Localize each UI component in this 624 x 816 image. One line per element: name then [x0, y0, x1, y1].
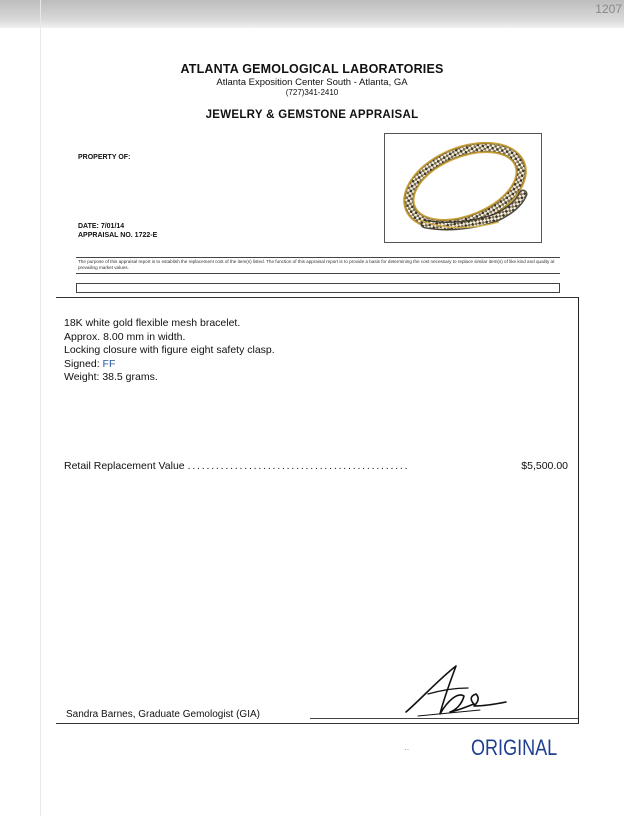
band-left-edge — [76, 283, 77, 293]
valuation-label: Retail Replacement Value — [64, 460, 185, 472]
divider-band-bottom — [76, 292, 560, 293]
original-stamp: ORIGINAL — [471, 735, 558, 760]
appraisal-number-row — [78, 232, 157, 239]
date-row — [78, 223, 124, 230]
valuation-row — [64, 460, 568, 474]
appraisal-number-value: 1722-E — [134, 232, 158, 239]
property-of-label: PROPERTY OF: — [78, 154, 131, 161]
handwritten-signature — [398, 660, 528, 722]
description-line: Approx. 8.00 mm in width. — [64, 330, 186, 343]
valuation-amount: $5,500.00 — [521, 460, 568, 472]
lab-address: Atlanta Exposition Center South - Atlanta, GA — [216, 77, 408, 88]
description-line: Weight: 38.5 grams. — [64, 371, 158, 384]
gemologist-name: Sandra Barnes, Graduate Gemologist (GIA) — [66, 709, 260, 720]
dot-leader: ............................................... — [187, 460, 410, 472]
date-value: 7/01/14 — [100, 223, 125, 230]
divider-disclaimer — [76, 273, 560, 274]
appraisal-number-label: APPRAISAL NO. — [78, 232, 133, 239]
item-description — [64, 317, 275, 385]
signed-label: Signed: — [64, 357, 100, 370]
document-title: JEWELRY & GEMSTONE APPRAISAL — [205, 109, 419, 121]
corner-mark: 1207 — [595, 2, 622, 16]
scan-shadow — [0, 0, 624, 28]
lab-name: ATLANTA GEMOLOGICAL LABORATORIES — [180, 62, 444, 76]
item-photo — [384, 133, 542, 243]
disclaimer-text: The purpose of this appraisal report is to establish the replacement cost of the item(s) listed. The function of this appraisal report is to provide a basis for determining the cost necessary to replace similar item(s) of like kind and quality at prevailing market values. — [78, 259, 555, 270]
divider-top — [76, 257, 560, 258]
page-edge — [40, 0, 41, 816]
letterhead — [0, 62, 624, 97]
lab-phone: (727)341-2410 — [285, 88, 339, 97]
scan-specks: ·· — [404, 745, 410, 754]
date-label: DATE: — [78, 223, 99, 230]
signed-line — [64, 358, 275, 372]
signed-value: FF — [102, 357, 116, 370]
divider-band-top — [76, 283, 560, 284]
band-right-edge — [559, 283, 560, 293]
bracelet-image — [385, 134, 541, 242]
description-line: Locking closure with figure eight safety clasp. — [64, 344, 275, 357]
description-line: 18K white gold flexible mesh bracelet. — [64, 317, 241, 329]
